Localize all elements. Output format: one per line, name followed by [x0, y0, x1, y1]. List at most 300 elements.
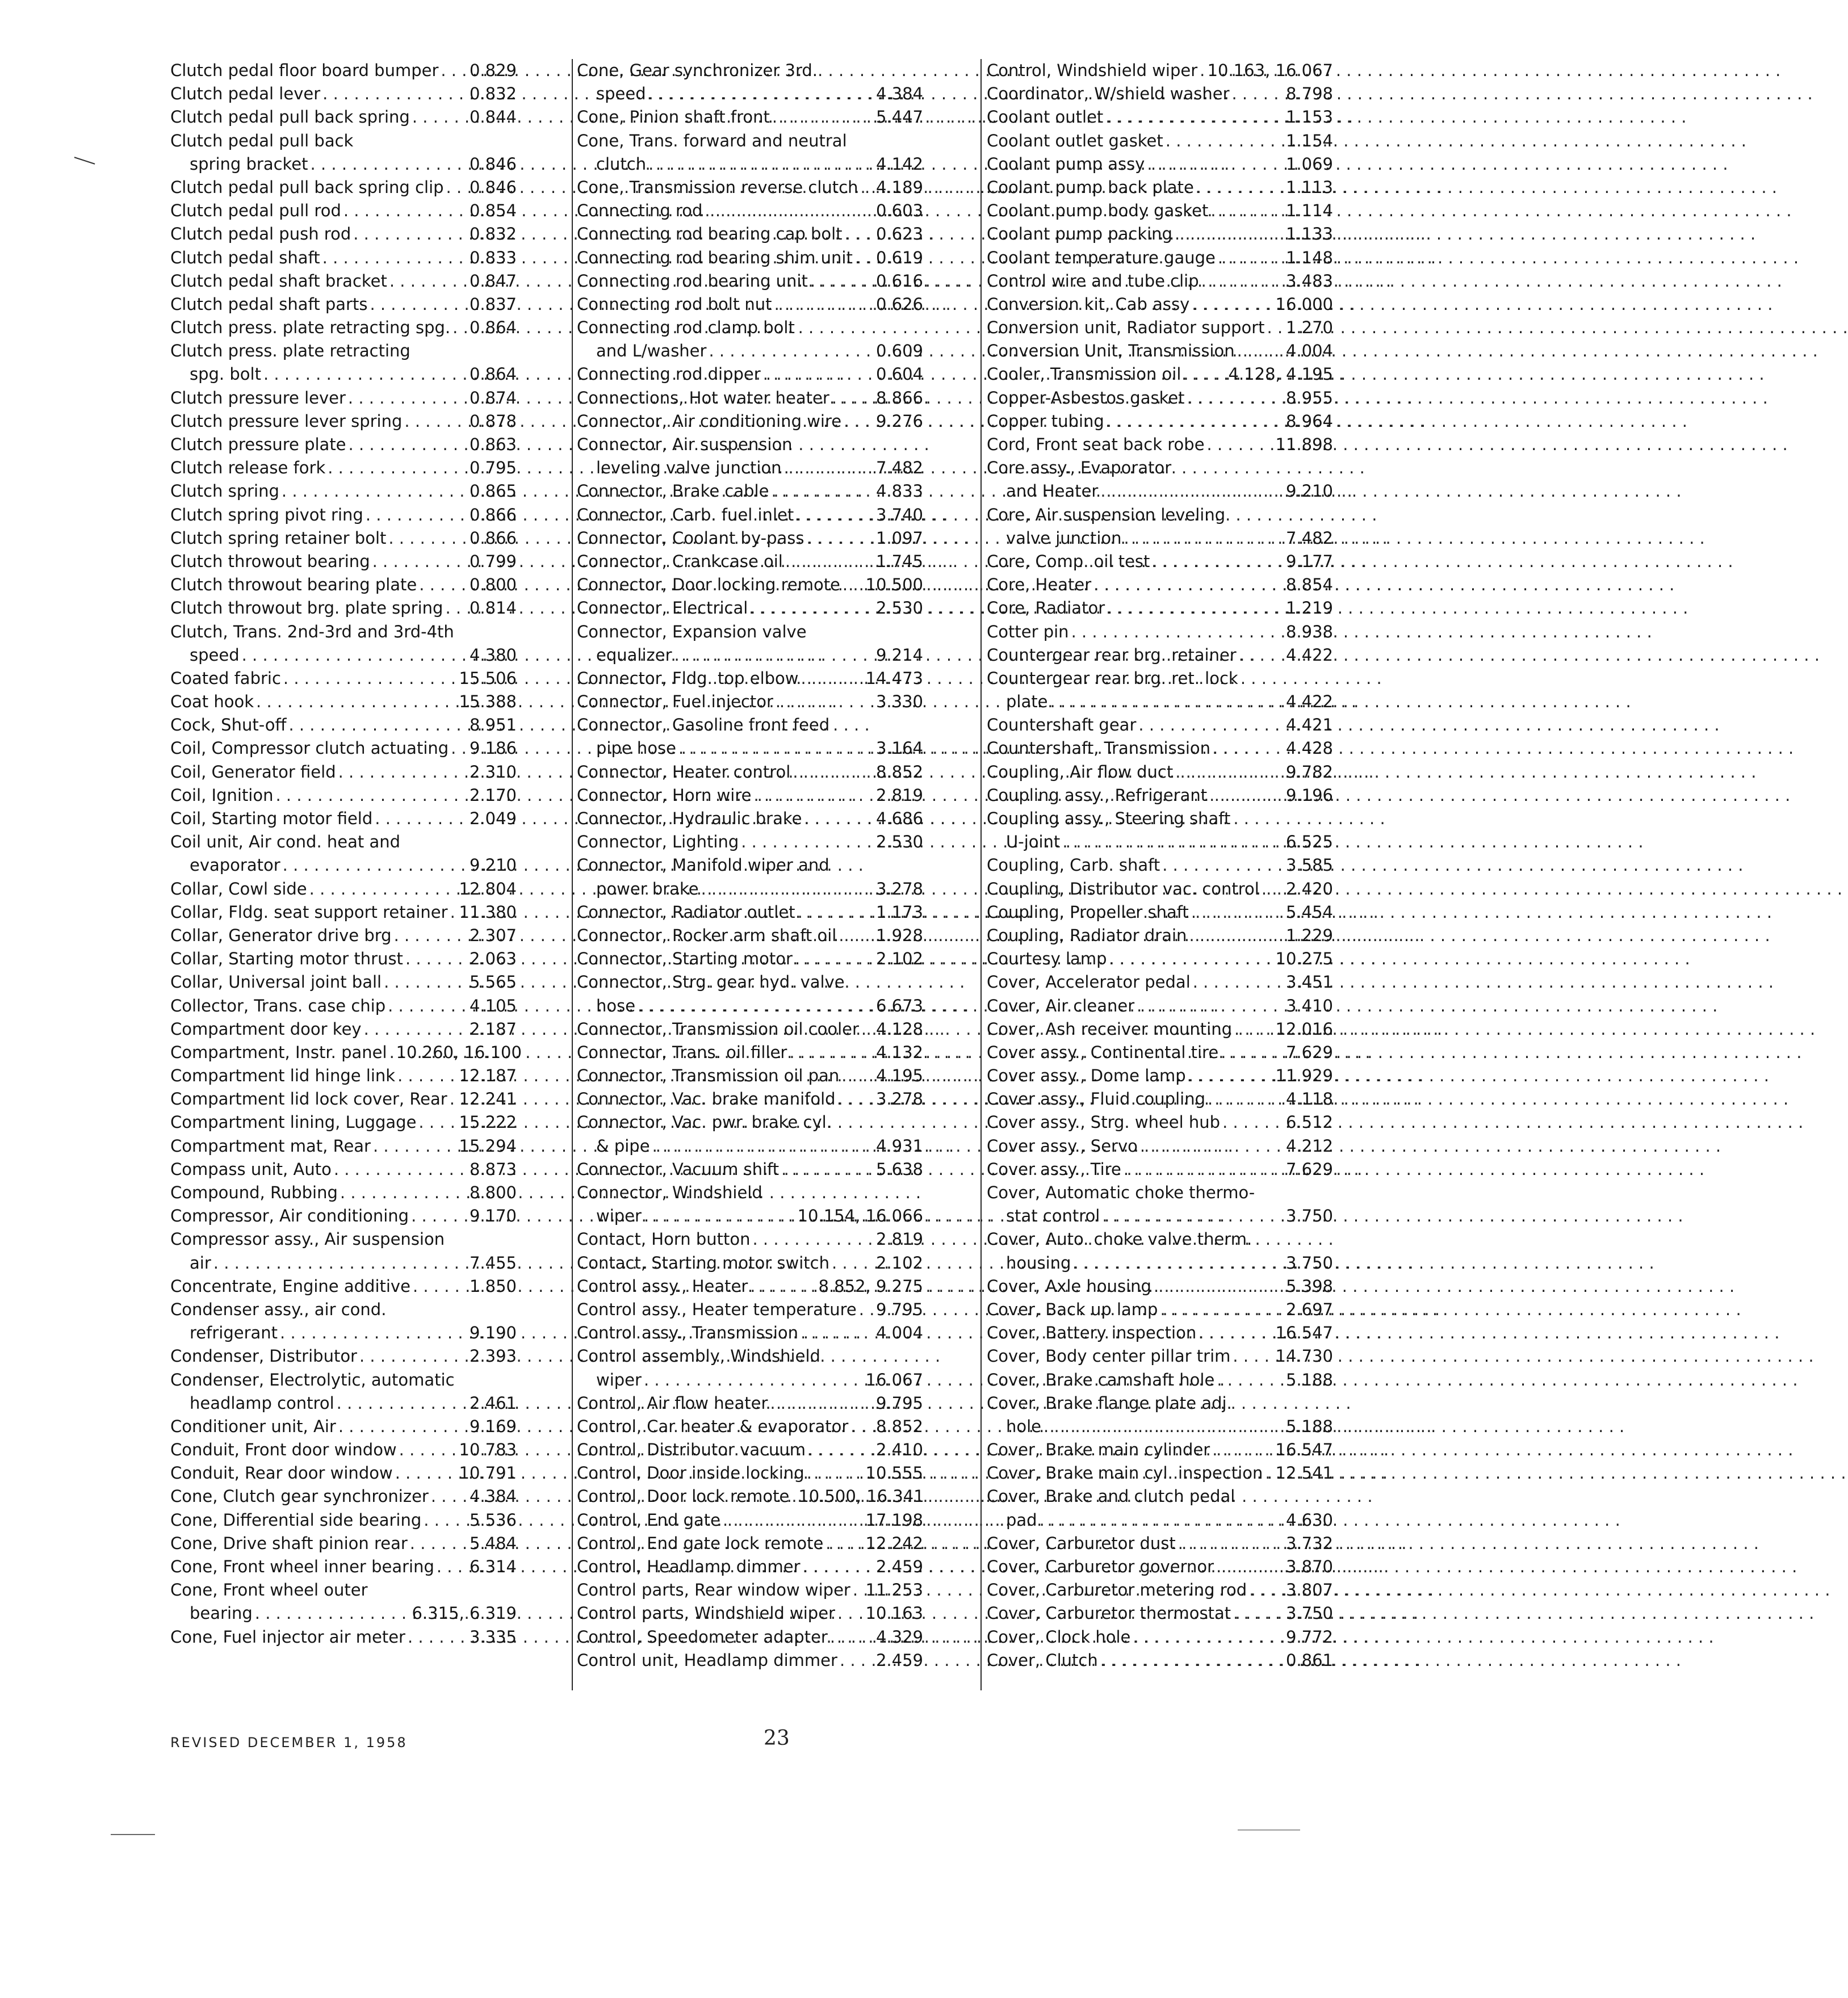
entry-name: Cover, Air cleaner	[987, 996, 1135, 1015]
entry-name: Control, Door inside locking	[577, 1463, 804, 1483]
index-entry	[170, 387, 517, 410]
entry-name: speed	[596, 84, 646, 104]
entry-name: Cover, Auto. choke valve therm.	[987, 1229, 1252, 1249]
index-entry	[577, 901, 923, 924]
dot-leader	[328, 456, 467, 480]
entry-name: Cover, Brake main cylinder	[987, 1440, 1210, 1460]
entry-name: Cover, Carburetor dust	[987, 1533, 1176, 1553]
index-entry	[577, 480, 923, 503]
page-reference: 3.807	[1285, 1580, 1333, 1600]
page-reference: 2.307	[469, 925, 517, 945]
page-reference: 8.873	[469, 1159, 517, 1179]
page-reference: 0.837	[469, 294, 517, 314]
entry-name: pipe hose	[596, 738, 677, 758]
dot-leader	[1175, 223, 1284, 246]
page-reference: 0.846	[469, 154, 517, 174]
page-reference: 8.798	[1285, 84, 1333, 104]
index-entry	[577, 573, 923, 597]
index-entry	[577, 620, 923, 644]
entry-name: Condenser assy., air cond.	[170, 1299, 387, 1319]
page-reference: 5.447	[875, 107, 923, 127]
dot-leader	[1208, 1088, 1284, 1111]
dot-leader	[213, 1252, 467, 1275]
page-reference: 3.750	[1285, 1604, 1333, 1623]
index-entry	[577, 1438, 923, 1462]
entry-name: hole	[1006, 1416, 1042, 1436]
page-reference: 1.850	[469, 1276, 517, 1296]
index-entry	[987, 1462, 1333, 1485]
dot-leader	[1105, 106, 1284, 129]
index-entry	[170, 1369, 517, 1392]
entry-name: Control assy., Heater	[577, 1276, 748, 1296]
index-entry	[170, 901, 517, 924]
dot-leader	[441, 59, 467, 82]
entry-name: Coil unit, Air cond. heat and	[170, 832, 401, 852]
page-reference: 4.212	[1285, 1136, 1333, 1156]
dot-leader	[1093, 573, 1284, 597]
index-entry	[987, 106, 1333, 129]
index-entry	[987, 1275, 1333, 1298]
entry-name: Core, Comp. oil test	[987, 551, 1150, 571]
index-entry	[170, 620, 517, 644]
dot-leader	[1221, 1041, 1284, 1064]
index-entry	[170, 1181, 517, 1204]
entry-name: refrigerant	[190, 1323, 278, 1343]
index-entry	[170, 1275, 517, 1298]
index-entry-continuation	[170, 854, 517, 877]
dot-leader	[781, 1158, 874, 1181]
dot-leader	[411, 1204, 467, 1228]
dot-leader	[334, 1158, 467, 1181]
dot-leader	[796, 503, 874, 527]
entry-name: Cover, Brake main cyl. inspection	[987, 1463, 1263, 1483]
page-reference: 7.629	[1285, 1042, 1333, 1062]
page-reference: 2.049	[469, 809, 517, 828]
page-reference: 9.214	[875, 645, 923, 665]
index-entry	[577, 1462, 923, 1485]
index-entry	[170, 199, 517, 223]
index-entry-continuation	[987, 830, 1333, 854]
dot-leader	[801, 1321, 874, 1345]
index-entry-continuation	[987, 690, 1333, 713]
entry-name: Collector, Trans. case chip	[170, 996, 386, 1015]
entry-name: Clutch spring pivot ring	[170, 505, 363, 524]
entry-name: Clutch pedal lever	[170, 84, 321, 104]
dot-leader	[741, 830, 874, 854]
dot-leader	[450, 1088, 457, 1111]
entry-name: Coupling assy., Steering shaft	[987, 809, 1231, 828]
dot-leader	[785, 550, 874, 573]
dot-leader	[1124, 1158, 1284, 1181]
entry-name: Condenser, Distributor	[170, 1346, 357, 1366]
index-entry	[577, 1018, 923, 1041]
index-entry	[170, 1111, 517, 1134]
page-reference: 3.732	[1285, 1533, 1333, 1553]
page-reference: 0.866	[469, 505, 517, 524]
page-reference: 4.132	[875, 1042, 923, 1062]
index-entry	[987, 1228, 1333, 1251]
index-entry	[170, 339, 517, 363]
dot-leader	[709, 339, 874, 363]
entry-name: Connector, Brake cable	[577, 481, 769, 501]
entry-name: Control wire and tube clip	[987, 271, 1199, 291]
page-reference: 1.113	[1285, 177, 1333, 197]
page-reference: 12.804	[459, 879, 517, 899]
index-entry	[170, 947, 517, 971]
dot-leader	[282, 480, 467, 503]
entry-name: Connector, Door locking remote	[577, 575, 840, 595]
index-entry	[987, 1135, 1333, 1158]
index-entry	[987, 784, 1333, 807]
entry-name: Coupling assy., Refrigerant	[987, 785, 1208, 805]
page-reference: 5.565	[469, 972, 517, 992]
dot-leader	[1239, 644, 1284, 667]
entry-name: Cone, Fuel injector air meter	[170, 1627, 405, 1647]
index-entry	[987, 901, 1333, 924]
entry-name: Connecting rod clamp bolt	[577, 318, 795, 338]
index-entry	[577, 1088, 923, 1111]
index-entry	[577, 1111, 923, 1134]
page-reference: 0.603	[875, 201, 923, 221]
index-entry	[577, 971, 923, 994]
entry-name: and Heater	[1006, 481, 1099, 501]
entry-name: Cone, Drive shaft pinion rear	[170, 1533, 408, 1553]
index-entry	[170, 1064, 517, 1088]
page-reference: 4.004	[1285, 341, 1333, 361]
index-entry-continuation	[577, 994, 923, 1018]
dot-leader	[412, 106, 467, 129]
index-entry	[577, 293, 923, 316]
index-entry	[987, 1485, 1333, 1508]
index-entry	[987, 1649, 1333, 1672]
index-entry	[577, 129, 923, 153]
dot-leader	[832, 1252, 874, 1275]
entry-name: Connector, Gasoline front feed	[577, 715, 830, 735]
entry-name: Countergear rear brg. ret. lock	[987, 668, 1238, 688]
entry-name: Conversion kit, Cab assy	[987, 294, 1190, 314]
dot-leader	[1210, 199, 1284, 223]
dot-leader	[644, 1204, 795, 1228]
dot-leader	[1188, 1064, 1273, 1088]
page-reference: 16.547	[1275, 1323, 1333, 1343]
index-entry	[577, 1345, 923, 1368]
page-reference: 5.454	[1285, 902, 1333, 922]
entry-name: Cone, Pinion shaft front	[577, 107, 770, 127]
entry-name: Connector, Vac. brake manifold	[577, 1089, 836, 1109]
page-reference: 4.195	[875, 1066, 923, 1086]
page-reference: 4.630	[1285, 1510, 1333, 1530]
index-entry	[170, 1088, 517, 1111]
dot-leader	[1183, 363, 1226, 386]
entry-name: power brake	[596, 879, 699, 899]
dot-leader	[1107, 410, 1284, 433]
dot-leader	[843, 573, 864, 597]
entry-name: Coolant outlet	[987, 107, 1104, 127]
index-entry	[987, 1321, 1333, 1345]
entry-name: Coupling, Distributor vac. control	[987, 879, 1259, 899]
dot-leader	[419, 573, 467, 597]
index-entry	[987, 1158, 1333, 1181]
entry-name: Clutch pressure plate	[170, 435, 346, 454]
entry-name: Cover, Brake camshaft hole	[987, 1370, 1215, 1390]
entry-name: Collar, Universal joint ball	[170, 972, 382, 992]
entry-name: Coolant temperature gauge	[987, 247, 1216, 267]
index-entry	[577, 1181, 923, 1204]
entry-name: Compressor assy., Air suspension	[170, 1229, 445, 1249]
dot-leader	[311, 153, 467, 176]
dot-leader	[255, 1602, 410, 1625]
page-reference: 4.422	[1285, 645, 1333, 665]
index-entry	[170, 480, 517, 503]
page-reference: 1.148	[1285, 247, 1333, 267]
entry-name: Clutch pedal push rod	[170, 224, 351, 244]
index-entry-continuation	[577, 82, 923, 106]
dot-leader	[1200, 59, 1205, 82]
index-entry	[170, 667, 517, 690]
entry-name: Contact, Starting motor switch	[577, 1253, 829, 1273]
index-entry-continuation	[170, 1321, 517, 1345]
dot-leader	[1217, 1369, 1284, 1392]
index-entry	[987, 176, 1333, 199]
dot-leader	[763, 363, 874, 386]
dot-leader	[1124, 527, 1284, 550]
page-reference: 4.128, 4.195	[1228, 364, 1333, 384]
entry-name: bearing	[190, 1604, 253, 1623]
entry-name: wiper	[596, 1206, 642, 1226]
index-entry	[577, 387, 923, 410]
entry-name: headlamp control	[190, 1393, 334, 1413]
page-reference: 0.800	[469, 575, 517, 595]
index-entry	[170, 456, 517, 480]
page-reference: 0.795	[469, 458, 517, 478]
index-entry-continuation	[577, 878, 923, 901]
index-column-3	[987, 59, 1333, 1672]
dot-leader	[1062, 830, 1284, 854]
page-reference: 5.484	[469, 1533, 517, 1553]
dot-leader	[789, 1041, 874, 1064]
index-entry	[170, 1135, 517, 1158]
index-entry	[987, 339, 1333, 363]
index-entry	[987, 387, 1333, 410]
entry-name: Cover assy., Tire	[987, 1159, 1121, 1179]
page-reference: 2.530	[875, 598, 923, 618]
index-entry	[987, 620, 1333, 644]
dot-leader	[648, 82, 874, 106]
index-entry-continuation	[577, 644, 923, 667]
index-entry	[170, 316, 517, 339]
scan-mark	[111, 1834, 155, 1835]
dot-leader	[861, 176, 874, 199]
page-reference: 0.878	[469, 411, 517, 431]
page-reference: 0.829	[469, 61, 517, 80]
dot-leader	[1216, 1555, 1284, 1579]
page-reference: 17.198	[865, 1510, 923, 1530]
entry-name: Connector, Vac. pwr. brake cyl.	[577, 1113, 832, 1132]
entry-name: Coil, Ignition	[170, 785, 274, 805]
entry-name: Connector, Trans. oil filler	[577, 1042, 787, 1062]
page-reference: 15.506	[459, 668, 517, 688]
dot-leader	[838, 1088, 874, 1111]
entry-name: Clutch throwout brg. plate spring	[170, 598, 443, 618]
page-reference: 2.170	[469, 785, 517, 805]
index-entry	[577, 1158, 923, 1181]
page-reference: 0.864	[469, 318, 517, 338]
page-reference: 2.410	[875, 1440, 923, 1460]
page-reference: 8.964	[1285, 411, 1333, 431]
page-reference: 3.278	[875, 1089, 923, 1109]
index-entry	[577, 1649, 923, 1672]
index-entry	[577, 1555, 923, 1579]
dot-leader	[413, 1275, 467, 1298]
page-reference: 9.210	[1285, 481, 1333, 501]
dot-leader	[404, 410, 467, 433]
index-entry	[170, 129, 517, 153]
index-entry	[577, 667, 923, 690]
dot-leader	[359, 1345, 467, 1368]
entry-name: Core, Radiator	[987, 598, 1105, 618]
page-reference: 6.512	[1285, 1113, 1333, 1132]
entry-name: Coolant pump assy	[987, 154, 1145, 174]
entry-name: clutch	[596, 154, 647, 174]
page-reference: 8.866	[875, 388, 923, 408]
page-reference: 8.938	[1285, 622, 1333, 641]
entry-name: Control, Air flow heater	[577, 1393, 768, 1413]
entry-name: Control, End gate	[577, 1510, 720, 1530]
index-entry	[987, 1555, 1333, 1579]
page-reference: 6.673	[875, 996, 923, 1015]
page-reference: 0.799	[469, 551, 517, 571]
entry-name: speed	[190, 645, 240, 665]
page-reference: 0.847	[469, 271, 517, 291]
index-entry	[170, 597, 517, 620]
page-reference: 9.196	[1285, 785, 1333, 805]
entry-name: Clutch press. plate retracting	[170, 341, 410, 361]
entry-name: Collar, Cowl side	[170, 879, 307, 899]
entry-name: Connector, Crankcase oil	[577, 551, 783, 571]
entry-name: Connector, Transmission oil pan	[577, 1066, 840, 1086]
index-entry-continuation	[577, 1204, 923, 1228]
index-entry	[987, 1602, 1333, 1625]
dot-leader	[394, 924, 467, 947]
entry-name: wiper	[596, 1370, 642, 1390]
dot-leader	[1175, 761, 1284, 784]
index-entry	[577, 924, 923, 947]
dot-leader	[337, 1392, 467, 1415]
dot-leader	[1234, 1018, 1273, 1041]
index-entry	[987, 82, 1333, 106]
entry-name: evaporator	[190, 855, 280, 875]
index-entry	[987, 129, 1333, 153]
page-reference: 8.852	[875, 762, 923, 782]
entry-name: Core assy., Evaporator	[987, 458, 1172, 478]
entry-name: Cover, Ash receiver mounting	[987, 1019, 1232, 1039]
index-entry	[987, 1298, 1333, 1321]
page-reference: 11.253	[865, 1580, 923, 1600]
index-entry	[170, 223, 517, 246]
dot-leader	[1193, 971, 1284, 994]
index-entry-continuation	[577, 339, 923, 363]
page-reference: 15.294	[459, 1136, 517, 1156]
page-reference: 4.380	[469, 645, 517, 665]
dot-leader	[1071, 620, 1284, 644]
index-entry	[987, 1438, 1333, 1462]
dot-leader	[283, 854, 467, 877]
page-reference: 15.388	[459, 692, 517, 712]
page-reference: 10.500	[865, 575, 923, 595]
entry-name: Cone, Front wheel outer	[170, 1580, 368, 1600]
index-entry	[577, 503, 923, 527]
index-entry	[577, 1298, 923, 1321]
index-entry	[987, 1392, 1333, 1415]
index-entry-continuation	[170, 1602, 517, 1625]
dot-leader	[451, 737, 467, 760]
index-entry	[170, 878, 517, 901]
dot-leader	[808, 1438, 874, 1462]
dot-leader	[1249, 1579, 1284, 1602]
page-reference: 1.928	[875, 925, 923, 945]
entry-name: Clutch pedal shaft parts	[170, 294, 368, 314]
entry-name: Clutch pressure lever	[170, 388, 346, 408]
page-reference: 10.555	[865, 1463, 923, 1483]
dot-leader	[399, 1438, 457, 1462]
page-reference: 3.750	[1285, 1253, 1333, 1273]
page-reference: 5.188	[1285, 1370, 1333, 1390]
index-entry	[170, 433, 517, 456]
entry-name: Cover, Axle housing	[987, 1276, 1151, 1296]
entry-name: and L/washer	[596, 341, 707, 361]
index-entry	[987, 1181, 1333, 1204]
dot-leader	[322, 82, 467, 106]
index-entry	[987, 223, 1333, 246]
dot-leader	[370, 293, 467, 316]
index-entry	[577, 713, 923, 737]
entry-name: Control, Headlamp dimmer	[577, 1557, 801, 1576]
index-entry	[577, 761, 923, 784]
dot-leader	[452, 316, 467, 339]
entry-name: Connector, Rocker arm shaft oil	[577, 925, 837, 945]
dot-leader	[844, 410, 874, 433]
entry-name: Clutch pedal shaft bracket	[170, 271, 387, 291]
entry-name: Compound, Rubbing	[170, 1183, 338, 1202]
page-reference: 1.270	[1285, 318, 1333, 338]
dot-leader	[366, 503, 467, 527]
index-entry-continuation	[577, 456, 923, 480]
index-entry-continuation	[170, 1392, 517, 1415]
page-reference: 12.241	[459, 1089, 517, 1109]
entry-name: Compartment lid hinge link	[170, 1066, 396, 1086]
dot-leader	[1237, 339, 1284, 363]
entry-name: Cover, Carburetor thermostat	[987, 1604, 1231, 1623]
index-entry	[577, 246, 923, 270]
page-reference: 4.329	[875, 1627, 923, 1647]
page-reference: 2.819	[875, 1229, 923, 1249]
dot-leader	[806, 527, 874, 550]
entry-name: Coil, Starting motor field	[170, 809, 373, 828]
entry-name: Cover assy., Strg. wheel hub	[987, 1113, 1221, 1132]
entry-name: Cooler, Transmission oil	[987, 364, 1181, 384]
dot-leader	[1154, 1275, 1284, 1298]
dot-leader	[1147, 153, 1284, 176]
page-reference: 4.428	[1285, 738, 1333, 758]
dot-leader	[674, 644, 874, 667]
index-entry	[577, 1532, 923, 1555]
index-entry	[170, 1158, 517, 1181]
page-reference: 9.169	[469, 1416, 517, 1436]
dot-leader	[364, 1018, 467, 1041]
column-divider	[980, 59, 982, 1690]
page-reference: 3.451	[1285, 972, 1333, 992]
index-entry	[577, 316, 923, 339]
